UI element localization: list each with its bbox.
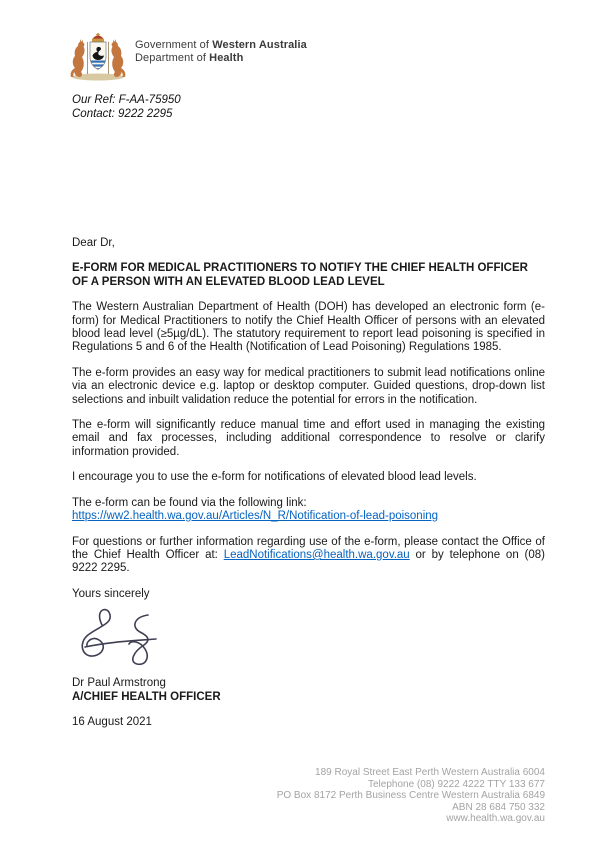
footer-abn: ABN 28 684 750 332 xyxy=(452,801,545,813)
email-link[interactable]: LeadNotifications@health.wa.gov.au xyxy=(223,548,410,561)
paragraph-3: The e-form will significantly reduce manual time and effort used in managing the existing email and fax processes, including additional correspondence to resolve or clarify information provided. xyxy=(72,419,545,458)
our-ref: Our Ref: F-AA-75950 xyxy=(72,94,181,106)
footer-street: 189 Royal Street East Perth Western Australia 6004 xyxy=(315,767,545,778)
reference-block xyxy=(72,94,181,121)
letter-body xyxy=(72,237,545,741)
signature-scribble-icon xyxy=(74,605,174,667)
eform-url-link[interactable]: https://ww2.health.wa.gov.au/Articles/N_R/Notification-of-lead-poisoning xyxy=(72,510,439,523)
paragraph-4: I encourage you to use the e-form for notifications of elevated blood lead levels. xyxy=(72,471,477,484)
footer-address-block xyxy=(277,767,545,825)
subject-heading: E-FORM FOR MEDICAL PRACTITIONERS TO NOTIFY THE CHIEF HEALTH OFFICER OF A PERSON WITH AN ELEVATED BLOOD LEAD LEVEL xyxy=(72,262,528,288)
logo-wordmark xyxy=(135,39,307,65)
footer-pobox: PO Box 8172 Perth Business Centre Western Australia 6849 xyxy=(276,790,545,802)
paragraph-2: The e-form provides an easy way for medical practitioners to submit lead notifications online via an electronic device e.g. laptop or desktop computer. Guided questions, drop-down list selections and inbuilt validation reduce the potential for errors in the notification. xyxy=(72,366,545,406)
closing: Yours sincerely xyxy=(72,587,150,600)
link-paragraph xyxy=(72,497,545,524)
paragraph-6: For questions or further information regarding use of the e-form, please contact the Office of the Chief Health Officer at: LeadNotifications@health.wa.gov.au or by telephone on (08) 9222 2295. xyxy=(72,535,546,575)
signatory-block xyxy=(72,677,545,704)
logo-line-government: Government of Western Australia xyxy=(135,39,307,51)
letter-date: 16 August 2021 xyxy=(72,715,152,728)
salutation: Dear Dr, xyxy=(72,237,115,249)
signature xyxy=(74,605,545,667)
footer-website: www.health.wa.gov.au xyxy=(446,813,545,825)
signatory-title: A/CHIEF HEALTH OFFICER xyxy=(72,690,221,703)
contact-ref: Contact: 9222 2295 xyxy=(72,107,173,120)
paragraph-1: The Western Australian Department of Health (DOH) has developed an electronic form (e-form) for Medical Practitioners to notify the Chief Health Officer of persons with an elevated blood lead level (≥5µg/dL). The statutory requirement to report lead poisoning is specified in Regulations 5 and 6 of the Health (Notification of Lead Poisoning) Regulations 1985. xyxy=(72,301,545,354)
wa-coat-of-arms-icon xyxy=(69,32,127,82)
link-intro: The e-form can be found via the following link: xyxy=(72,496,307,509)
signatory-name: Dr Paul Armstrong xyxy=(72,677,166,690)
footer-telephone: Telephone (08) 9222 4222 TTY 133 677 xyxy=(368,778,545,790)
logo-line-department: Department of Health xyxy=(135,52,244,64)
